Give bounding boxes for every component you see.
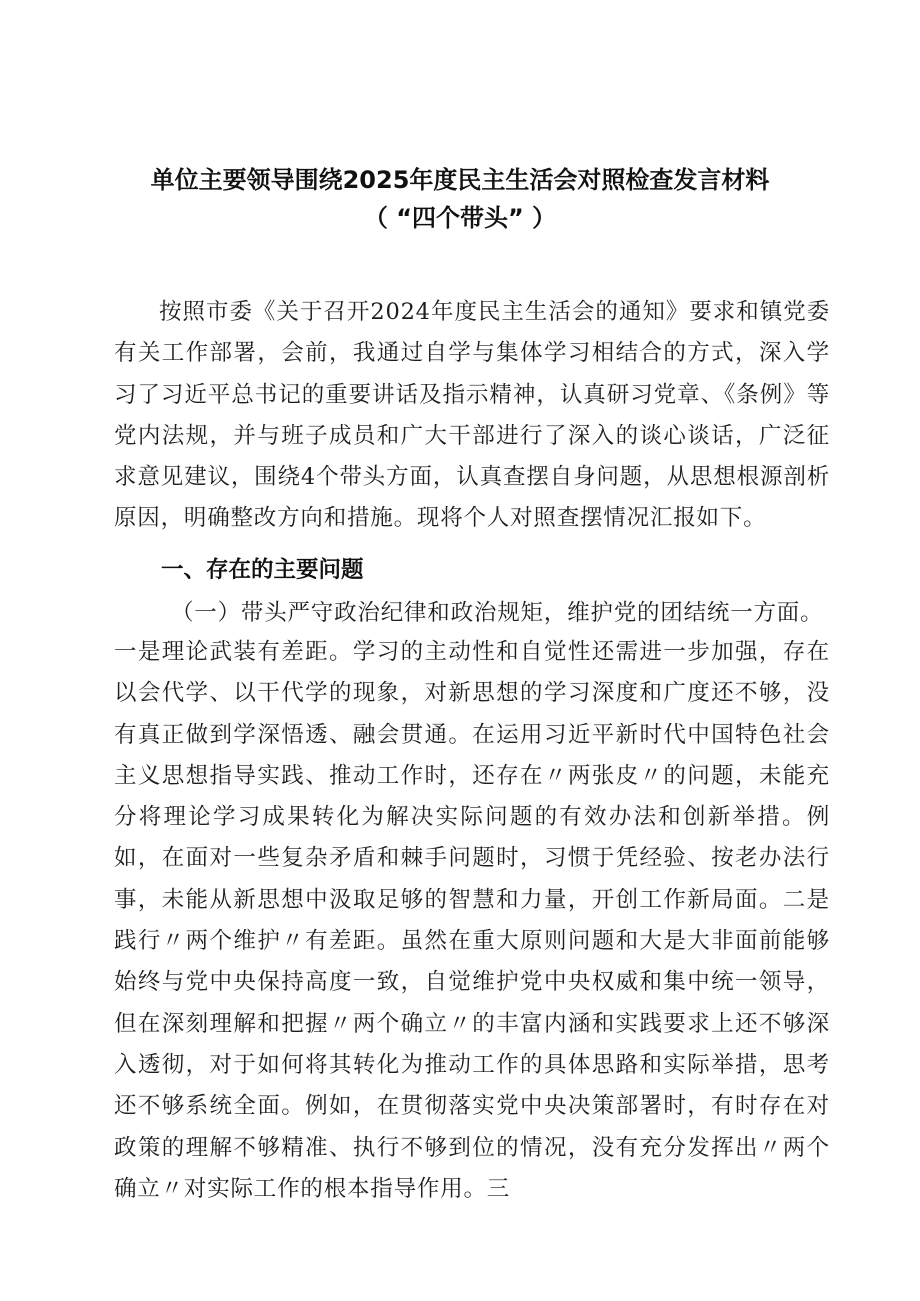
section-heading: 一、存在的主要问题 [161, 557, 364, 583]
document-subtitle: （ “四个带头” ） [363, 204, 557, 232]
body-paragraph: 一是理论武装有差距。学习的主动性和自觉性还需进一步加强，存在以会代学、以干代学的现象，对新思想的学习深度和广度还不够，没有真正做到学深悟透、融会贯通。在运用习近平新时代中国特色社会主义思想指导实践、推动工作时，还存在〃两张皮〃的问题，未能充分将理论学习成果转化为解决实际问题的有效办法和创新举措。例如，在面对一些复杂矛盾和棘手问题时，习惯于凭经验、按老办法行事，未能从新思想中汲取足够的智慧和力量，开创工作新局面。二是践行〃两个维护〃有差距。虽然在重大原则问题和大是大非面前能够始终与党中央保持高度一致，自觉维护党中央权威和集中统一领导，但在深刻理解和把握〃两个确立〃的丰富内涵和实践要求上还不够深入透彻，对于如何将其转化为推动工作的具体思路和实际举措，思考还不够系统全面。例如，在贯彻落实党中央决策部署时，有时存在对政策的理解不够精准、执行不够到位的情况，没有充分发挥出〃两个确立〃对实际工作的根本指导作用。三 [114, 639, 830, 1202]
intro-paragraph: 按照市委《关于召开2024年度民主生活会的通知》要求和镇党委有关工作部署，会前，我通过自学与集体学习相结合的方式，深入学习了习近平总书记的重要讲话及指示精神，认真研习党章、《条例》等党内法规，并与班子成员和广大干部进行了深入的谈心谈话，广泛征求意见建议，围绕4个带头方面，认真查摆自身问题，从思想根源剖析原因，明确整改方向和措施。现将个人对照查摆情况汇报如下。 [114, 299, 830, 532]
document-title: 单位主要领导围绕2025年度民主生活会对照检查发言材料 [150, 166, 770, 194]
subsection-heading: （一）带头严守政治纪律和政治规矩，维护党的团结统一方面。 [171, 600, 824, 626]
